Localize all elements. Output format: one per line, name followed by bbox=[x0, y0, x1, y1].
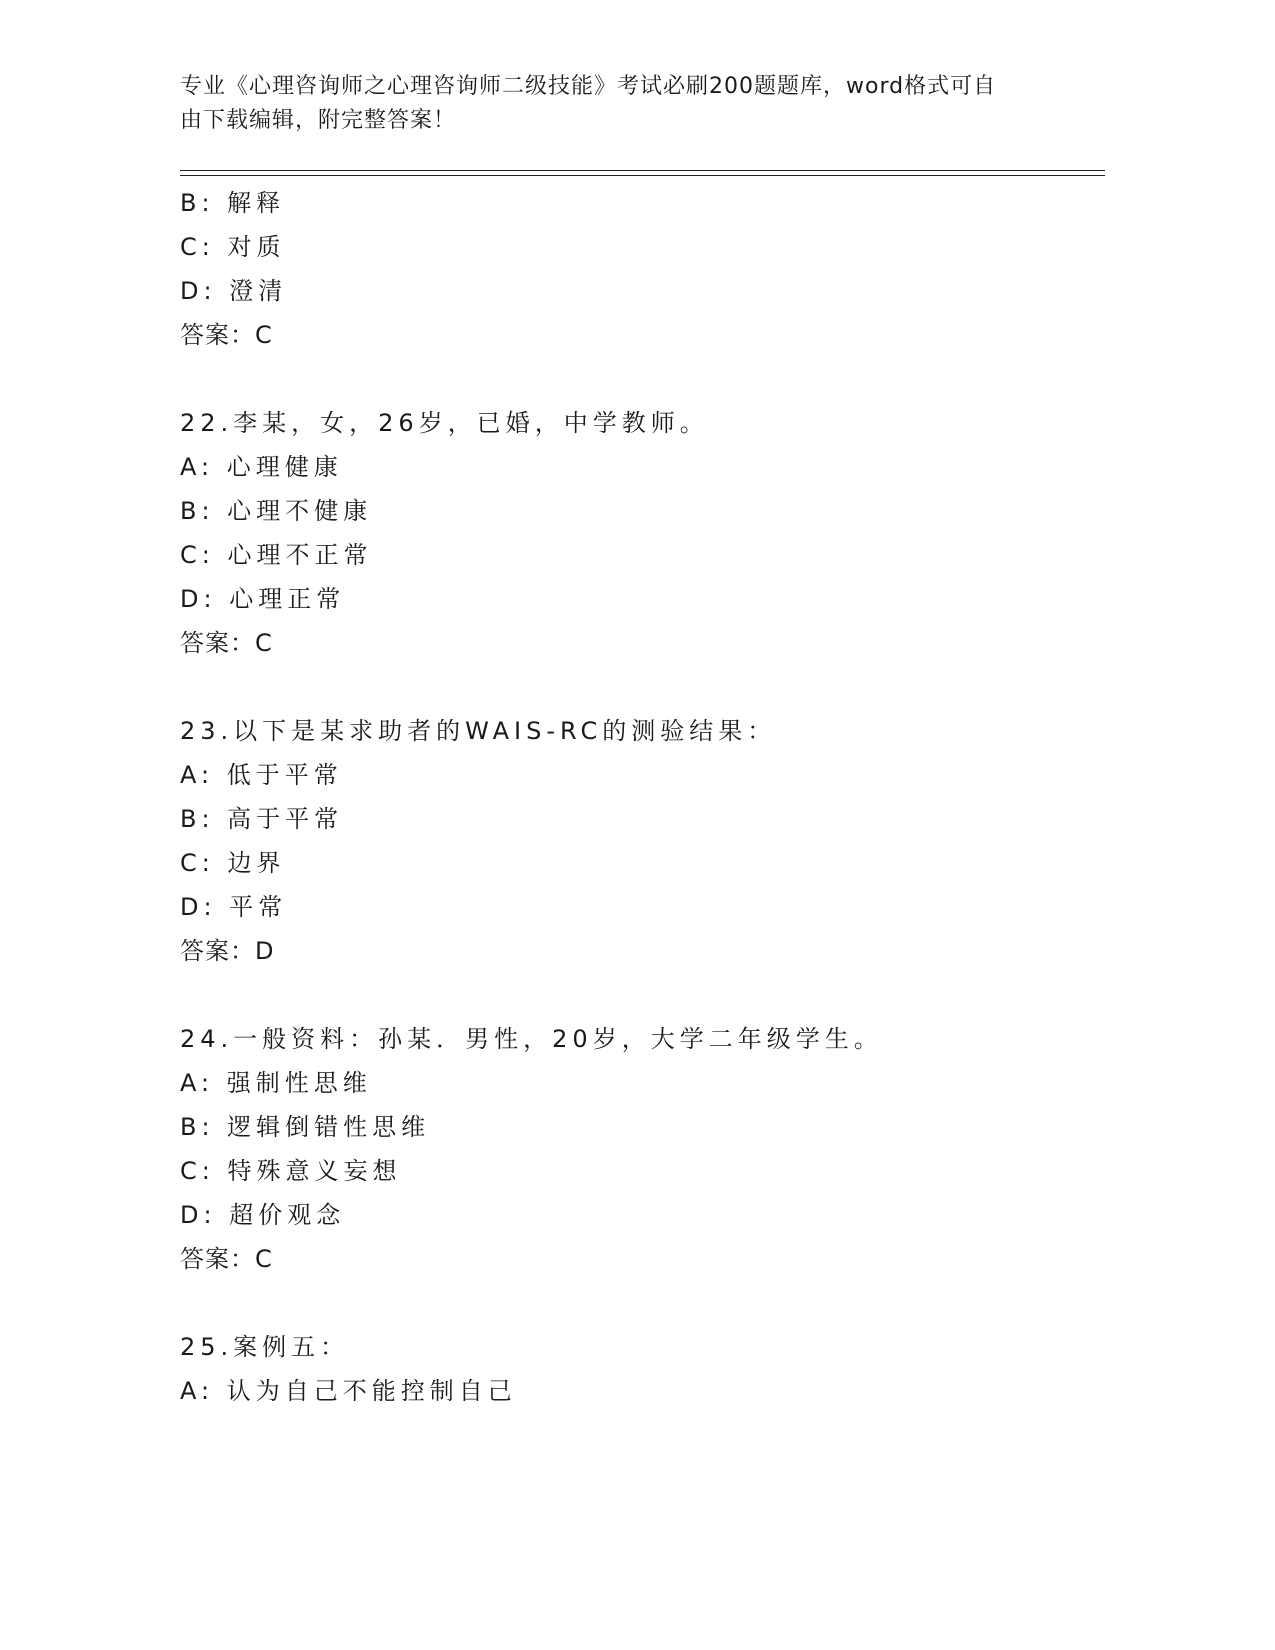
spacer bbox=[180, 973, 1105, 1017]
document-header bbox=[180, 70, 1060, 138]
option-c: C: 对质 bbox=[180, 233, 286, 261]
header-divider-top bbox=[180, 170, 1105, 171]
header-line-1: 专业《心理咨询师之心理咨询师二级技能》考试必刷200题题库，word格式可自 bbox=[180, 74, 997, 99]
question-21-continued bbox=[180, 181, 1105, 357]
question-23 bbox=[180, 709, 1105, 973]
option-d: D: 心理正常 bbox=[180, 585, 346, 613]
option-b: B: 心理不健康 bbox=[180, 497, 373, 525]
option-d: D: 平常 bbox=[180, 893, 288, 921]
answer-line: 答案：C bbox=[180, 321, 273, 349]
spacer bbox=[180, 357, 1105, 401]
option-a: A: 低于平常 bbox=[180, 761, 343, 789]
option-c: C: 边界 bbox=[180, 849, 286, 877]
question-25 bbox=[180, 1325, 1105, 1413]
header-divider-bottom bbox=[180, 175, 1105, 176]
question-22 bbox=[180, 401, 1105, 665]
question-list bbox=[180, 181, 1105, 1413]
option-b: B: 解释 bbox=[180, 189, 286, 217]
spacer bbox=[180, 665, 1105, 709]
option-c: C: 心理不正常 bbox=[180, 541, 373, 569]
question-stem: 22.李某，女，26岁，已婚，中学教师。 bbox=[180, 409, 709, 437]
question-24 bbox=[180, 1017, 1105, 1281]
option-d: D: 超价观念 bbox=[180, 1201, 346, 1229]
answer-line: 答案：D bbox=[180, 937, 275, 965]
answer-line: 答案：C bbox=[180, 629, 273, 657]
option-b: B: 逻辑倒错性思维 bbox=[180, 1113, 431, 1141]
option-c: C: 特殊意义妄想 bbox=[180, 1157, 402, 1185]
option-d: D: 澄清 bbox=[180, 277, 288, 305]
option-a: A: 心理健康 bbox=[180, 453, 343, 481]
header-line-2: 由下载编辑，附完整答案！ bbox=[180, 108, 457, 133]
answer-line: 答案：C bbox=[180, 1245, 273, 1273]
question-stem: 25.案例五： bbox=[180, 1333, 350, 1361]
question-stem: 23.以下是某求助者的WAIS-RC的测验结果： bbox=[180, 717, 777, 745]
option-a: A: 强制性思维 bbox=[180, 1069, 372, 1097]
spacer bbox=[180, 1281, 1105, 1325]
option-a: A: 认为自己不能控制自己 bbox=[180, 1377, 517, 1405]
question-stem: 24.一般资料：孙某．男性，20岁，大学二年级学生。 bbox=[180, 1025, 883, 1053]
option-b: B: 高于平常 bbox=[180, 805, 344, 833]
